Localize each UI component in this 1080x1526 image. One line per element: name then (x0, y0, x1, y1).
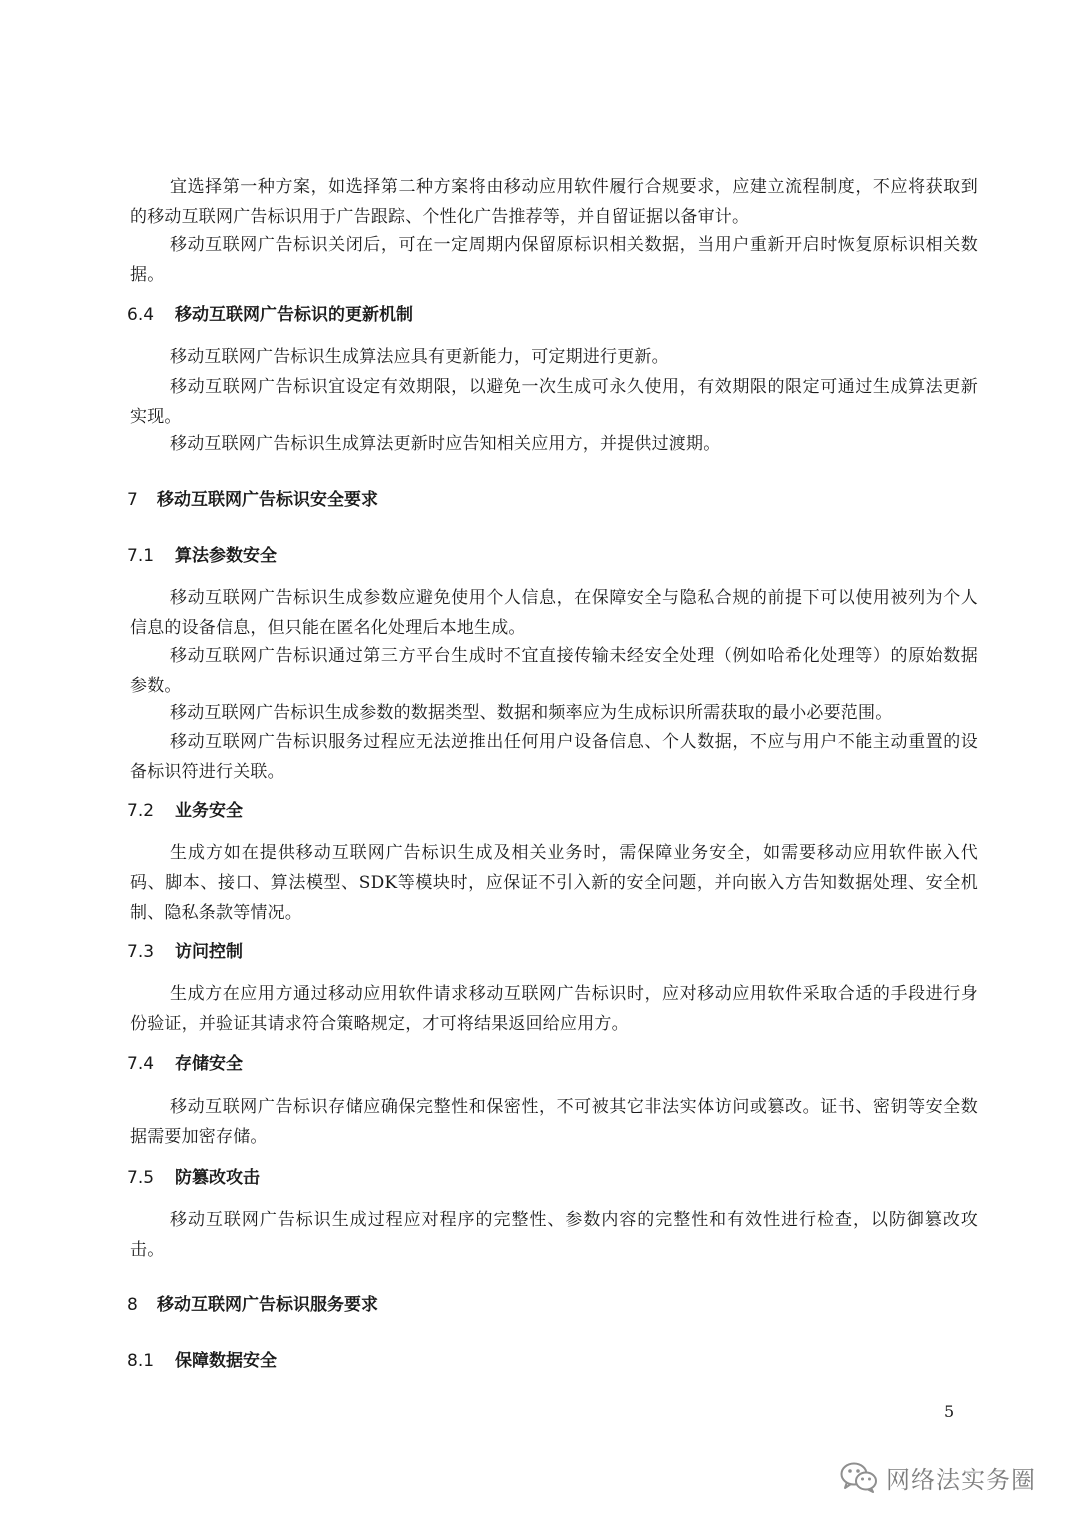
section-heading-8 (127, 1291, 378, 1319)
paragraph: 移动互联网广告标识生成过程应对程序的完整性、参数内容的完整性和有效性进行检查，以防御篡改攻击。 (130, 1210, 978, 1260)
section-number: 7.3 (127, 942, 155, 962)
section-number: 7.1 (127, 546, 155, 566)
section-heading-6-4 (127, 301, 413, 329)
section-number: 6.4 (127, 305, 155, 325)
section-heading-7-2 (127, 797, 243, 825)
paragraph: 移动互联网广告标识生成算法更新时应告知相关应用方，并提供过渡期。 (170, 434, 721, 454)
section-title: 算法参数安全 (175, 546, 277, 566)
section-number: 7.2 (127, 801, 155, 821)
section-heading-7-1 (127, 542, 277, 570)
wechat-icon (840, 1461, 878, 1493)
paragraph: 生成方如在提供移动互联网广告标识生成及相关业务时，需保障业务安全，如需要移动应用软件嵌入代码、脚本、接口、算法模型、SDK等模块时，应保证不引入新的安全问题，并向嵌入方告知数据处理、安全机制、隐私条款等情况。 (130, 843, 978, 923)
paragraph: 移动互联网广告标识服务过程应无法逆推出任何用户设备信息、个人数据，不应与用户不能主动重置的设备标识符进行关联。 (130, 732, 978, 782)
section-number: 7 (127, 490, 138, 510)
section-title: 移动互联网广告标识服务要求 (157, 1295, 378, 1315)
section-heading-7 (127, 486, 378, 514)
section-title: 存储安全 (175, 1054, 243, 1074)
section-number: 7.4 (127, 1054, 155, 1074)
paragraph: 宜选择第一种方案，如选择第二种方案将由移动应用软件履行合规要求，应建立流程制度，不应将获取到的移动互联网广告标识用于广告跟踪、个性化广告推荐等，并自留证据以备审计。 (130, 177, 978, 227)
section-number: 8.1 (127, 1351, 155, 1371)
section-heading-7-3 (127, 938, 243, 966)
paragraph: 移动互联网广告标识通过第三方平台生成时不宜直接传输未经安全处理（例如哈希化处理等）的原始数据参数。 (130, 646, 978, 696)
paragraph: 生成方在应用方通过移动应用软件请求移动互联网广告标识时，应对移动应用软件采取合适的手段进行身份验证，并验证其请求符合策略规定，才可将结果返回给应用方。 (130, 984, 978, 1034)
paragraph: 移动互联网广告标识生成参数应避免使用个人信息，在保障安全与隐私合规的前提下可以使用被列为个人信息的设备信息，但只能在匿名化处理后本地生成。 (130, 588, 978, 638)
watermark (840, 1460, 1036, 1494)
section-number: 7.5 (127, 1168, 155, 1188)
section-title: 业务安全 (175, 801, 243, 821)
section-title: 移动互联网广告标识安全要求 (157, 490, 378, 510)
paragraph: 移动互联网广告标识存储应确保完整性和保密性，不可被其它非法实体访问或篡改。证书、密钥等安全数据需要加密存储。 (130, 1097, 978, 1147)
watermark-text: 网络法实务圈 (886, 1465, 1036, 1494)
paragraph: 移动互联网广告标识生成算法应具有更新能力，可定期进行更新。 (170, 347, 669, 367)
section-heading-7-4 (127, 1050, 243, 1078)
page-number: 5 (944, 1402, 955, 1421)
section-title: 访问控制 (175, 942, 243, 962)
section-title: 防篡改攻击 (175, 1168, 260, 1188)
paragraph: 移动互联网广告标识关闭后，可在一定周期内保留原标识相关数据，当用户重新开启时恢复原标识相关数据。 (130, 235, 978, 285)
section-heading-7-5 (127, 1164, 260, 1192)
section-title: 移动互联网广告标识的更新机制 (175, 305, 413, 325)
paragraph: 移动互联网广告标识宜设定有效期限，以避免一次生成可永久使用，有效期限的限定可通过生成算法更新实现。 (130, 377, 978, 427)
section-number: 8 (127, 1295, 138, 1315)
paragraph: 移动互联网广告标识生成参数的数据类型、数据和频率应为生成标识所需获取的最小必要范围。 (170, 703, 893, 723)
section-title: 保障数据安全 (175, 1351, 277, 1371)
section-heading-8-1 (127, 1347, 277, 1375)
